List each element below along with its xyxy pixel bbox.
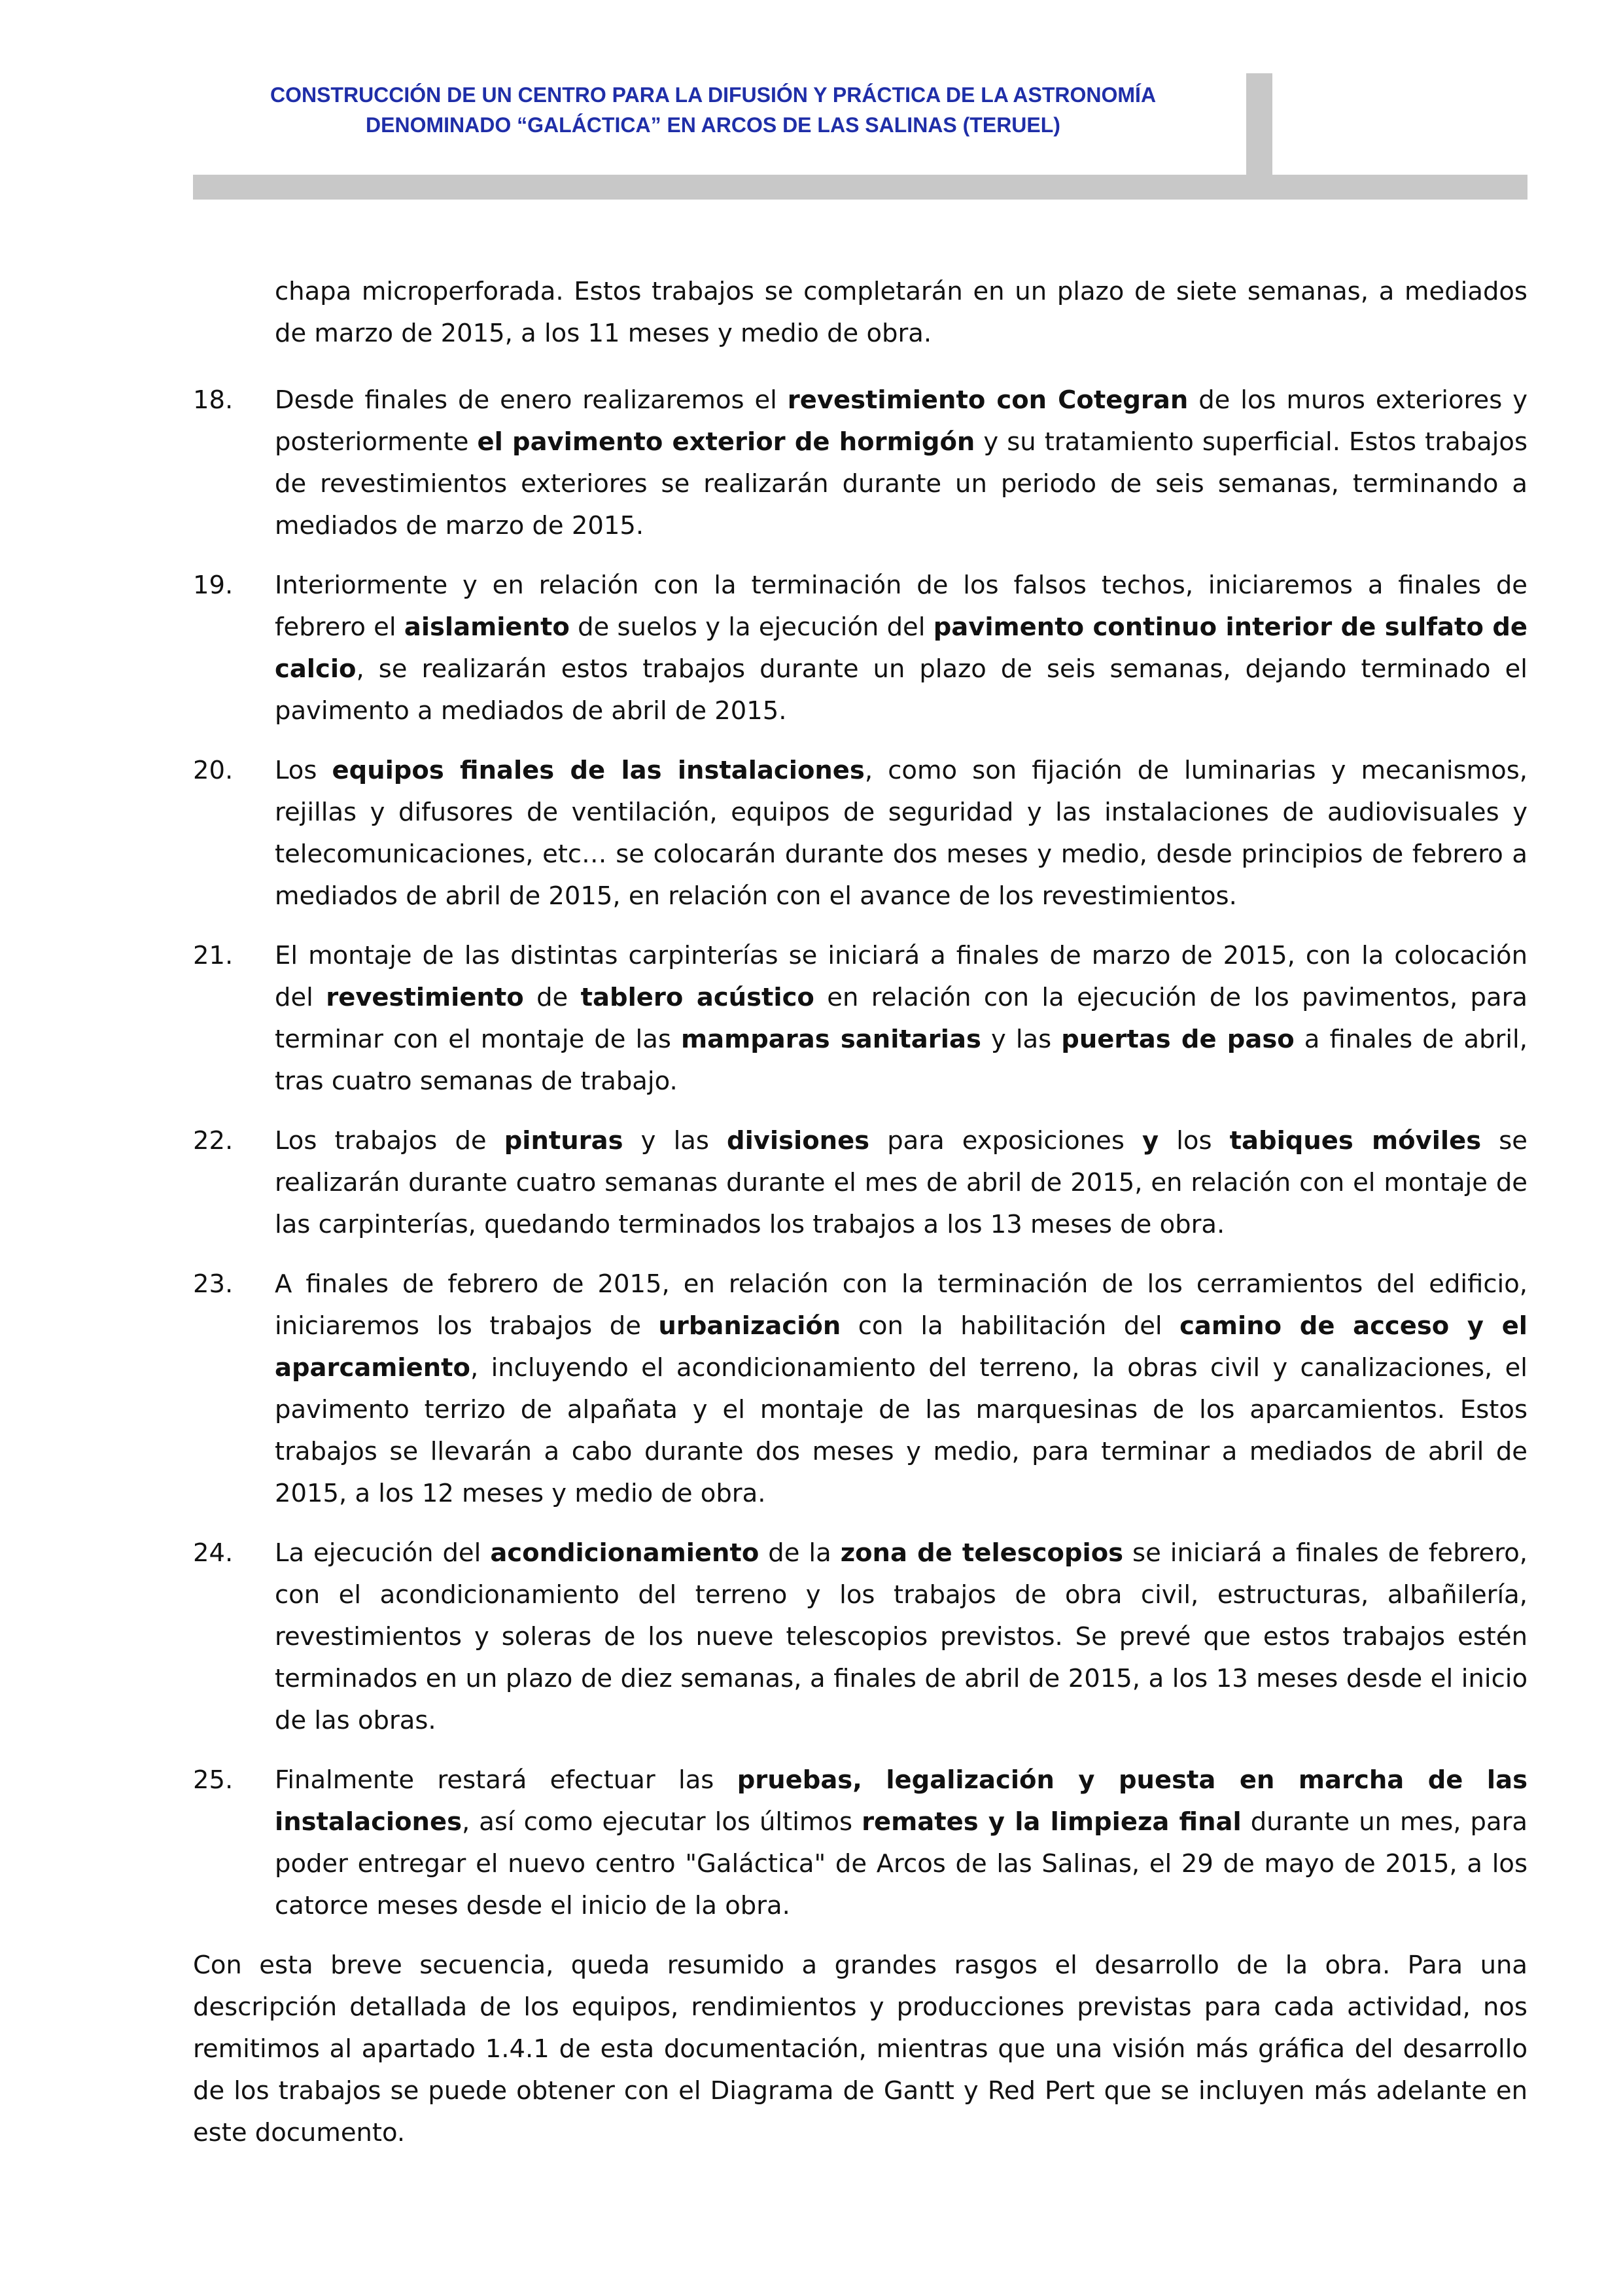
bold-term: acondicionamiento — [490, 1538, 759, 1568]
text-run: , como son fijación de luminarias y mecanismos, rejillas y difusores de ventilación, equipos de seguridad y las instalaciones de audiovisuales y telecomunicaciones, etc… se colocarán durante dos meses y medio, desde principios de febrero a mediados de abril de 2015, en relación con el avance de los revestimientos. — [275, 756, 1528, 911]
item-text — [275, 1120, 1527, 1246]
item-text — [275, 565, 1527, 732]
text-run: de los muros exteriores y posteriormente — [275, 385, 1527, 457]
item-number: 24. — [193, 1538, 234, 1568]
text-run: se iniciará a finales de febrero, con el acondicionamiento del terreno y los trabajos de obra civil, estructuras, albañilería, revestimientos y soleras de los nueve telescopios previstos. Se prevé que estos trabajos estén terminados en un plazo de diez semanas, a finales de abril de 2015, a los 13 meses desde el inicio de las obras. — [275, 1538, 1527, 1735]
bold-term: tabiques móviles — [1229, 1126, 1482, 1156]
text-run: , incluyendo el acondicionamiento del terreno, la obras civil y canalizaciones, el pavimento terrizo de alpañata y el montaje de las marquesinas de los aparcamientos. Estos trabajos se llevarán a cabo durante dos meses y medio, para terminar a mediados de abril de 2015, a los 12 meses y medio de obra. — [275, 1353, 1527, 1508]
item-number: 23. — [193, 1269, 234, 1299]
text-run: y su tratamiento superficial. Estos trabajos de revestimientos exteriores se realizarán durante un periodo de seis semanas, terminando a mediados de marzo de 2015. — [275, 427, 1528, 540]
item-text — [275, 1532, 1527, 1742]
text-run: se realizarán durante cuatro semanas durante el mes de abril de 2015, en relación con el montaje de las carpinterías, quedando terminados los trabajos a los 13 meses de obra. — [275, 1126, 1527, 1239]
item-number: 19. — [193, 571, 234, 600]
bold-term: urbanización — [658, 1311, 841, 1341]
item-17-continuation — [193, 271, 1527, 355]
bold-term: equipos finales de las instalaciones — [332, 756, 865, 785]
text-run: Los — [275, 756, 332, 785]
list-item-24 — [193, 1532, 1527, 1742]
document-body — [193, 245, 1527, 2154]
bold-term: pavimento continuo interior de sulfato de calcio — [275, 612, 1528, 684]
text-run: de — [523, 983, 581, 1012]
bold-term: revestimiento con Cotegran — [787, 385, 1189, 415]
document-title-line-2: DENOMINADO “GALÁCTICA” EN ARCOS DE LAS SALINAS (TERUEL) — [366, 113, 1060, 137]
text-run: para exposiciones — [869, 1126, 1142, 1156]
list-item-18 — [193, 380, 1527, 547]
text-run: en relación con la ejecución de los pavimentos, para terminar con el montaje de las — [275, 983, 1528, 1054]
list-item-21 — [193, 935, 1527, 1103]
item-number: 18. — [193, 385, 234, 415]
bold-term: divisiones — [727, 1126, 870, 1156]
item-text — [275, 380, 1527, 547]
bold-term: pinturas — [504, 1126, 623, 1156]
closing-text: Con esta breve secuencia, queda resumido a grandes rasgos el desarrollo de la obra. Para una descripción detallada de los equipos, rendimientos y producciones previstas para cada actividad, nos remitimos al apartado 1.4.1 de esta documentación, mientras que una visión más gráfica del desarrollo de los trabajos se puede obtener con el Diagrama de Gantt y Red Pert que se incluyen más adelante en este documento. — [193, 1951, 1527, 2147]
text-run: Interiormente y en relación con la terminación de los falsos techos, iniciaremos a finales de febrero el — [275, 571, 1527, 642]
bold-term: aislamiento — [404, 612, 570, 642]
text-run: y las — [981, 1025, 1062, 1054]
text-run: El montaje de las distintas carpinterías se iniciará a finales de marzo de 2015, con la colocación del — [275, 941, 1527, 1012]
list-item-22 — [193, 1120, 1527, 1246]
text-run: A finales de febrero de 2015, en relación con la terminación de los cerramientos del edificio, iniciaremos los trabajos de — [275, 1269, 1527, 1341]
bold-term: puertas de paso — [1061, 1025, 1295, 1054]
bold-term: revestimiento — [326, 983, 524, 1012]
item-text — [275, 1759, 1527, 1927]
item-text — [275, 935, 1527, 1103]
list-item-20 — [193, 750, 1527, 917]
page-header — [193, 73, 1233, 171]
text-run: los — [1159, 1126, 1230, 1156]
list-item-19 — [193, 565, 1527, 732]
document-title-line-1: CONSTRUCCIÓN DE UN CENTRO PARA LA DIFUSIÓN Y PRÁCTICA DE LA ASTRONOMÍA — [270, 83, 1157, 107]
text-run: Los trabajos de — [275, 1126, 504, 1156]
text-run: , así como ejecutar los últimos — [462, 1807, 862, 1837]
bold-term: pruebas, legalización y puesta en marcha de las instalaciones — [275, 1765, 1527, 1837]
text-run: La ejecución del — [275, 1538, 491, 1568]
list-item-23 — [193, 1263, 1527, 1515]
text-run: Finalmente restará efectuar las — [275, 1765, 737, 1795]
text-run: de la — [759, 1538, 841, 1568]
bold-term: y — [1142, 1126, 1159, 1156]
bold-term: tablero acústico — [580, 983, 814, 1012]
text-run: durante un mes, para poder entregar el nuevo centro "Galáctica" de Arcos de las Salinas, el 29 de mayo de 2015, a los catorce meses desde el inicio de la obra. — [275, 1807, 1528, 1920]
item-17-text — [275, 271, 1527, 355]
item-number: 22. — [193, 1126, 234, 1156]
item-number: 25. — [193, 1765, 234, 1795]
text-run: Desde finales de enero realizaremos el — [275, 385, 788, 415]
text-run: a finales de abril, tras cuatro semanas de trabajo. — [275, 1025, 1527, 1096]
text-run: , se realizarán estos trabajos durante un plazo de seis semanas, dejando terminado el pavimento a mediados de abril de 2015. — [275, 654, 1527, 726]
bold-term: camino de acceso y el aparcamiento — [275, 1311, 1528, 1383]
item-text — [275, 750, 1527, 917]
document-title — [193, 80, 1233, 140]
text-run: y las — [623, 1126, 727, 1156]
bold-term: mamparas sanitarias — [681, 1025, 981, 1054]
header-vertical-bar — [1246, 73, 1272, 175]
text-run: de suelos y la ejecución del — [569, 612, 934, 642]
bold-term: el pavimento exterior de hormigón — [477, 427, 975, 457]
item-text — [275, 1263, 1527, 1515]
bold-term: zona de telescopios — [840, 1538, 1124, 1568]
item-number: 20. — [193, 756, 234, 785]
closing-paragraph — [193, 1945, 1527, 2154]
header-horizontal-bar — [193, 175, 1527, 200]
list-item-25 — [193, 1759, 1527, 1927]
text-run: chapa microperforada. Estos trabajos se completarán en un plazo de siete semanas, a mediados de marzo de 2015, a los 11 meses y medio de obra. — [275, 276, 1527, 348]
item-number: 21. — [193, 941, 234, 970]
text-run: con la habilitación del — [841, 1311, 1180, 1341]
bold-term: remates y la limpieza final — [862, 1807, 1242, 1837]
